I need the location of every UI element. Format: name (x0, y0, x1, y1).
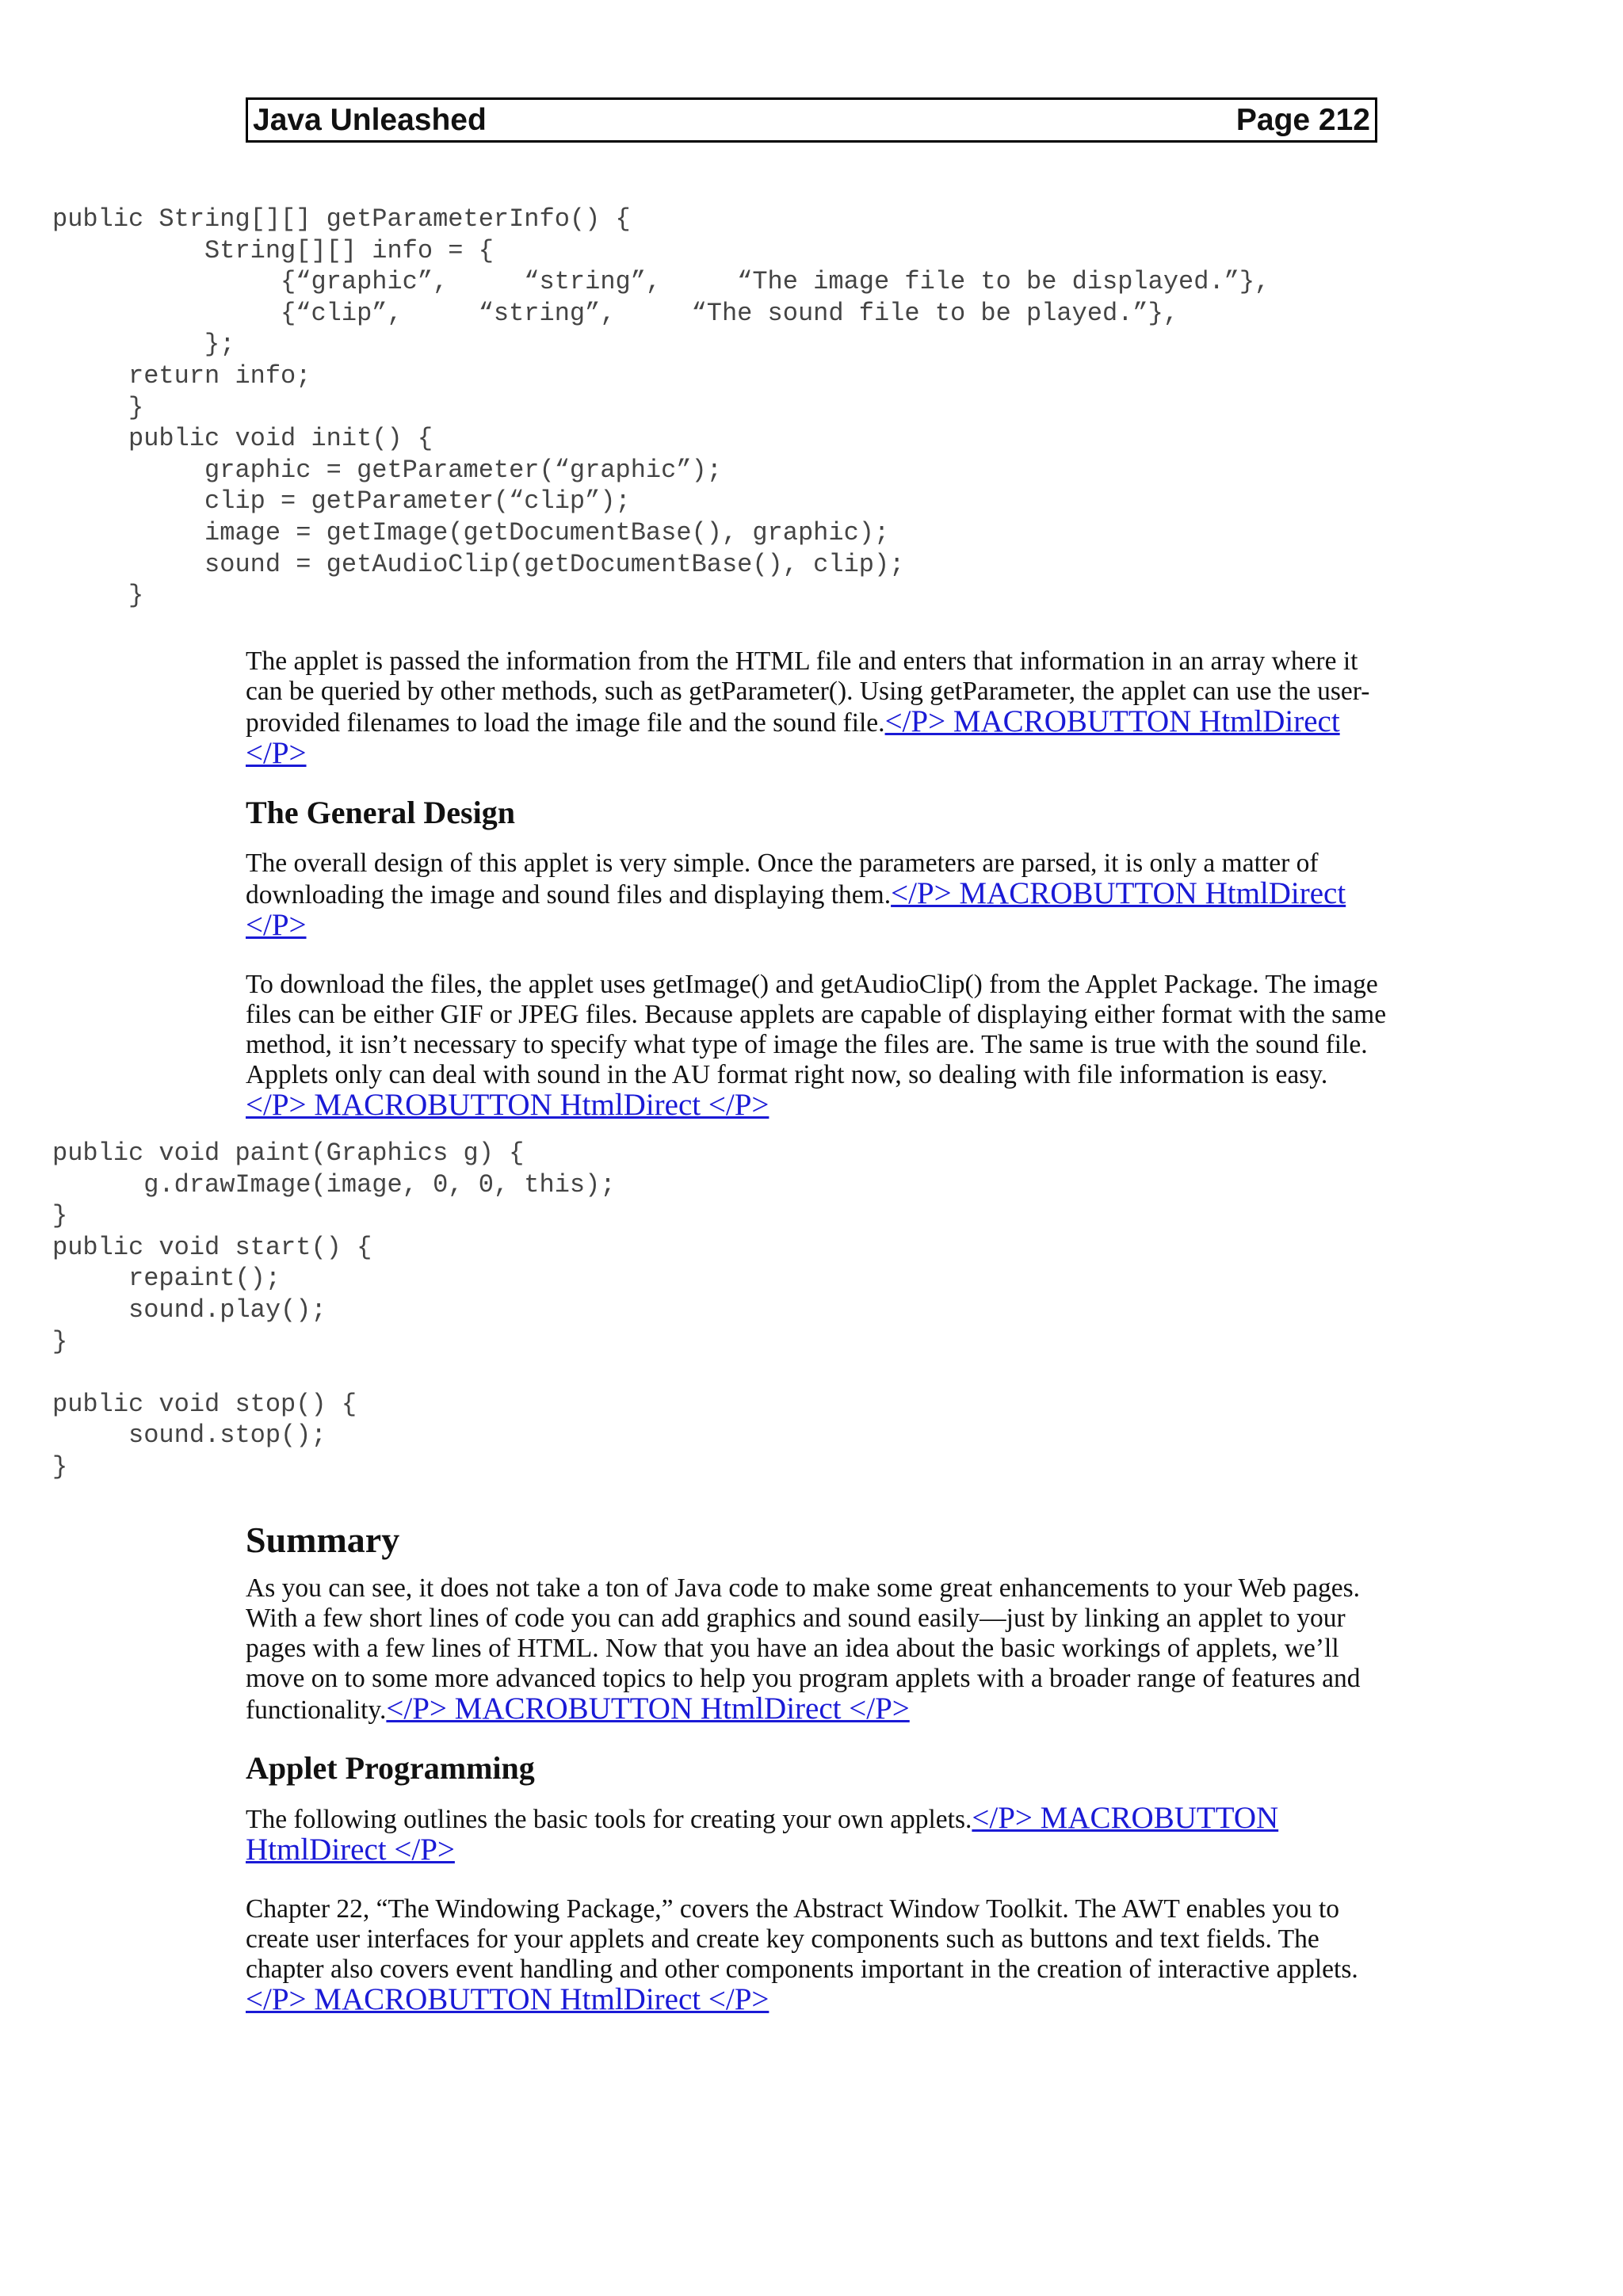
paragraph-windowing-package (246, 1894, 1387, 2016)
paragraph-basic-tools (246, 1803, 1387, 1867)
macrobutton-link[interactable]: </P> MACROBUTTON HtmlDirect </P> (246, 1982, 769, 2016)
paragraph-text: The applet is passed the information from the HTML file and enters that information in an array where it can be queried by other methods, such as getParameter(). Using getParameter, the applet can use the user-provided filenames to load the image file and the sound file. (246, 646, 1370, 738)
macrobutton-link[interactable]: </P> MACROBUTTON HtmlDirect </P> (246, 1801, 1279, 1867)
page-number: Page 212 (1235, 102, 1370, 137)
macrobutton-link[interactable]: </P> MACROBUTTON HtmlDirect </P> (246, 1088, 769, 1122)
macrobutton-link[interactable]: </P> MACROBUTTON HtmlDirect </P> (246, 876, 1346, 942)
paragraph-text: The following outlines the basic tools for creating your own applets. (246, 1805, 972, 1834)
paragraph-download-files (246, 970, 1387, 1122)
macrobutton-link[interactable]: </P> MACROBUTTON HtmlDirect </P> (246, 704, 1340, 770)
heading-summary: Summary (246, 1520, 400, 1560)
paragraph-applet-info (246, 646, 1387, 770)
book-title: Java Unleashed (253, 102, 487, 137)
paragraph-text: As you can see, it does not take a ton of Java code to make some great enhancements to your Web pages. With a few short lines of code you can add graphics and sound easily—just by linking an applet to your pages with a few lines of HTML. Now that you have an idea about the basic workings of applets, we’ll move on to some more advanced topics to help you program applets with a broader range of features and functionality. (246, 1573, 1361, 1725)
code-block-get-parameter-info: public String[][] getParameterInfo() { String[][] info = { {“graphic”, “string”, “The image file to be displayed.”}, {“clip”, “string”, “The sound file to be played.”}, }; return info; } public void init() { graphic = getParameter(“graphic”); clip = getParameter(“clip”); image = getImage(getDocumentBase(), graphic); sound = getAudioClip(getDocumentBase(), clip); } (52, 204, 1270, 611)
section-heading-general-design (246, 794, 1387, 832)
macrobutton-link[interactable]: </P> MACROBUTTON HtmlDirect </P> (386, 1691, 910, 1726)
heading-general-design: The General Design (246, 795, 515, 830)
page-header (246, 97, 1377, 143)
heading-applet-programming: Applet Programming (246, 1750, 535, 1786)
paragraph-text: To download the files, the applet uses getImage() and getAudioClip() from the Applet Package. The image files can be either GIF or JPEG files. Because applets are capable of displaying either format with the same method, it isn’t necessary to specify what type of image the files are. The same is true with the sound file. Applets only can deal with sound in the AU format right now, so dealing with file information is easy. (246, 970, 1387, 1089)
paragraph-overall-design (246, 849, 1387, 942)
code-block-paint-start-stop: public void paint(Graphics g) { g.drawImage(image, 0, 0, this); } public void start() { repaint(); sound.play(); } public void stop() { sound.stop(); } (52, 1138, 616, 1482)
paragraph-text: Chapter 22, “The Windowing Package,” covers the Abstract Window Toolkit. The AWT enables you to create user interfaces for your applets and create key components such as buttons and text fields. The chapter also covers event handling and other components important in the creation of interactive applets. (246, 1894, 1358, 1984)
paragraph-summary (246, 1573, 1387, 1726)
paragraph-text: The overall design of this applet is very simple. Once the parameters are parsed, it is only a matter of downloading the image and sound files and displaying them. (246, 849, 1319, 910)
section-heading-summary (246, 1519, 1387, 1562)
section-heading-applet-programming (246, 1749, 1387, 1787)
